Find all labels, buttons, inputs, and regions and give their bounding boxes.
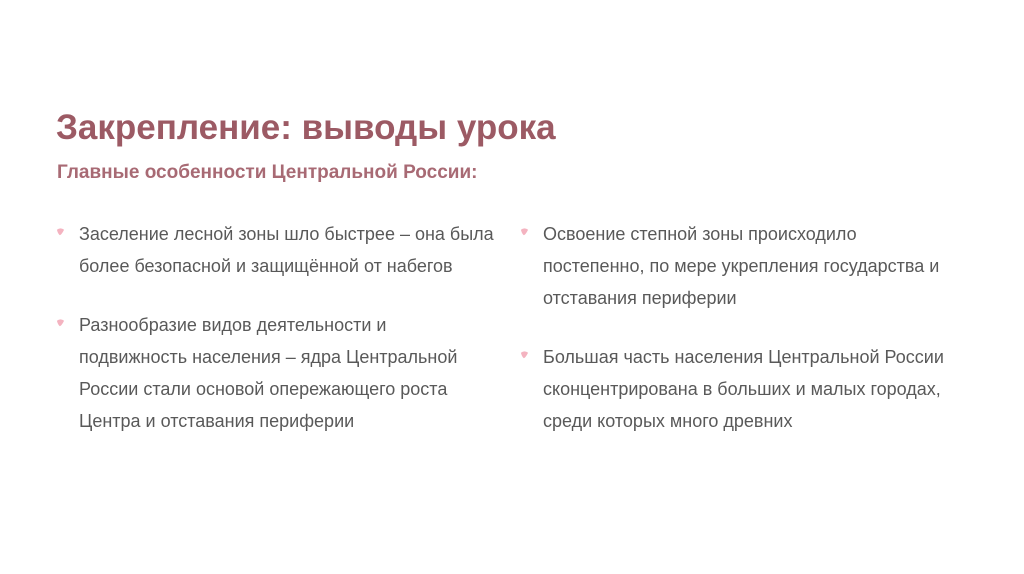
bullet-item xyxy=(56,218,496,282)
petal-bullet-icon xyxy=(520,350,529,359)
bullet-item xyxy=(56,309,496,437)
bullet-item xyxy=(520,341,960,437)
bullet-text: Большая часть населения Центральной России сконцентрирована в больших и малых городах, среди которых много древних xyxy=(543,347,944,431)
petal-bullet-icon xyxy=(56,227,65,236)
right-column xyxy=(520,218,960,464)
bullet-text: Заселение лесной зоны шло быстрее – она была более безопасной и защищённой от набегов xyxy=(79,224,494,276)
slide-subtitle: Главные особенности Центральной России: xyxy=(57,162,478,183)
bullet-text: Освоение степной зоны происходило постепенно, по мере укрепления государства и отставания периферии xyxy=(543,224,940,308)
left-column xyxy=(56,218,496,464)
bullet-item xyxy=(520,218,960,314)
slide-title: Закрепление: выводы урока xyxy=(56,108,556,147)
petal-bullet-icon xyxy=(520,227,529,236)
petal-bullet-icon xyxy=(56,318,65,327)
bullet-text: Разнообразие видов деятельности и подвижность населения – ядра Центральной России стали основой опережающего роста Центра и отставания периферии xyxy=(79,315,458,431)
